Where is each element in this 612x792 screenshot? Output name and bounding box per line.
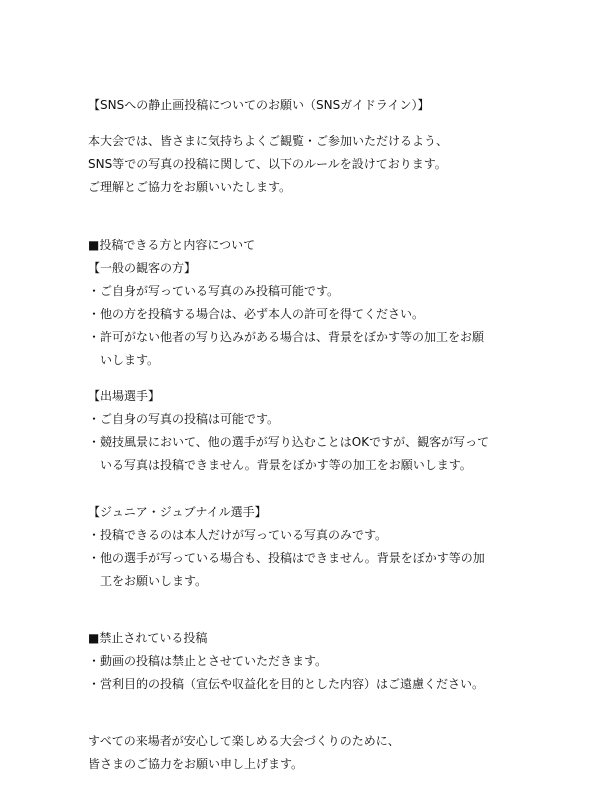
closing-line: すべての来場者が安心して楽しめる大会づくりのために、	[88, 734, 400, 748]
list-item: ・他の方を投稿する場合は、必ず本人の許可を得てください。	[88, 307, 425, 321]
sns-guidelines-document	[88, 94, 528, 776]
closing-line: 皆さまのご協力をお願い申し上げます。	[88, 757, 304, 771]
list-item-continuation: 工をお願いします。	[100, 574, 208, 588]
document-title: 【SNSへの静止画投稿についてのお願い（SNSガイドライン）】	[88, 98, 430, 112]
list-item: ・ご自身の写真の投稿は可能です。	[88, 412, 280, 426]
list-item: ・動画の投稿は禁止とさせていただきます。	[88, 654, 328, 668]
list-item: ・許可がない他者の写り込みがある場合は、背景をぼかす等の加工をお願	[88, 330, 485, 344]
list-item-continuation: いします。	[100, 353, 160, 367]
list-item: ・投稿できるのは本人だけが写っている写真のみです。	[88, 528, 388, 542]
subheading-juniors: 【ジュニア・ジュブナイル選手】	[88, 505, 267, 519]
subheading-athletes: 【出場選手】	[88, 389, 161, 403]
section-heading-prohibited: ■禁止されている投稿	[88, 631, 208, 645]
list-item: ・ご自身が写っている写真のみ投稿可能です。	[88, 284, 340, 298]
list-item: ・他の選手が写っている場合も、投稿はできません。背景をぼかす等の加	[88, 551, 485, 565]
intro-line: 本大会では、皆さまに気持ちよくご観覧・ご参加いただけるよう、	[88, 134, 449, 148]
list-item: ・営利目的の投稿（宣伝や収益化を目的とした内容）はご遠慮ください。	[88, 677, 485, 691]
intro-line: ご理解とご協力をお願いいたします。	[88, 180, 292, 194]
list-item-continuation: いる写真は投稿できません。背景をぼかす等の加工をお願いします。	[100, 458, 472, 472]
section-heading-posting-rules: ■投稿できる方と内容について	[88, 238, 256, 252]
intro-line: SNS等での写真の投稿に関して、以下のルールを設けております。	[88, 157, 447, 171]
list-item: ・競技風景において、他の選手が写り込むことはOKですが、観客が写って	[88, 435, 490, 449]
subheading-general-audience: 【一般の観客の方】	[88, 261, 197, 275]
